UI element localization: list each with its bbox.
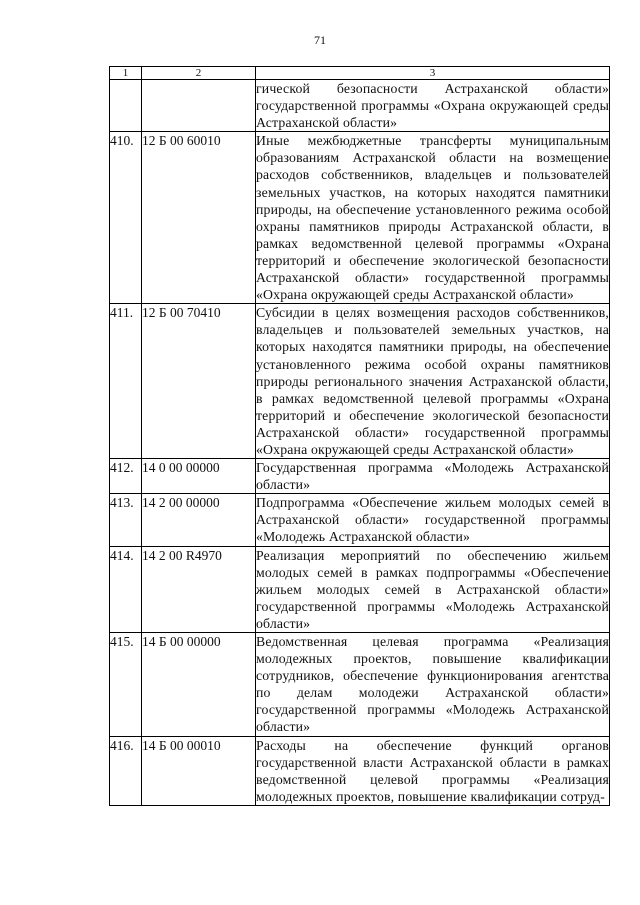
row-code: 14 0 00 00000	[142, 459, 256, 494]
page-number: 71	[314, 33, 326, 47]
row-description: Субсидии в целях возмещения расходов собственников, владельцев и пользователей земельных участков, на которых находятся памятники природы, на обеспечение установленного режима особой охраны памятников природы регионального значения Астраханской области, в рамках ведомственной целевой программы «Охрана территорий и обеспечение экологической безопасности Астраханской области» государственной программы «Охрана окружающей среды Астраханской области»	[256, 305, 609, 457]
column-header-description: 3	[256, 67, 610, 80]
table-row	[110, 633, 610, 737]
column-header-number: 1	[110, 67, 142, 80]
row-code: 12 Б 00 70410	[142, 304, 256, 459]
column-header-code: 2	[142, 67, 256, 80]
row-description: Реализация мероприятий по обеспечению жильем молодых семей в рамках подпрограммы «Обеспечение жильем молодых семей в Астраханской области» государственной программы «Молодежь Астраханской области»	[256, 547, 609, 631]
row-code: 14 Б 00 00000	[142, 633, 256, 737]
table-row	[110, 736, 610, 805]
row-number: 416.	[110, 736, 142, 805]
row-code	[142, 80, 256, 132]
row-description: Расходы на обеспечение функций органов государственной власти Астраханской области в рамках ведомственной целевой программы «Реализация молодежных проектов, повышение квалификации сотруд-	[256, 737, 609, 804]
row-description: Государственная программа «Молодежь Астраханской области»	[256, 460, 609, 493]
row-number: 412.	[110, 459, 142, 494]
table-row	[110, 304, 610, 459]
row-number: 415.	[110, 633, 142, 737]
row-description: Иные межбюджетные трансферты муниципальным образованиям Астраханской области на возмещение расходов собственников, владельцев и пользователей земельных участков, на которых находятся памятники природы, на обеспечение установленного режима особой охраны памятников природы Астраханской области, в рамках ведомственной целевой программы «Охрана территорий и обеспечение экологической безопасности Астраханской области» государственной программы «Охрана окружающей среды Астраханской области»	[256, 133, 609, 303]
row-description: гической безопасности Астраханской области» государственной программы «Охрана окружающей среды Астраханской области»	[256, 81, 609, 131]
row-description: Ведомственная целевая программа «Реализация молодежных проектов, повышение квалификации сотрудников, обеспечение функционирования агентства по делам молодежи Астраханской области» государственной программы «Молодежь Астраханской области»	[256, 634, 609, 735]
row-code: 14 2 00 00000	[142, 494, 256, 546]
table-row	[110, 459, 610, 494]
row-code: 14 2 00 R4970	[142, 546, 256, 632]
row-code: 12 Б 00 60010	[142, 132, 256, 304]
table-row	[110, 546, 610, 632]
row-number	[110, 80, 142, 132]
table-row	[110, 132, 610, 304]
table-row	[110, 494, 610, 546]
table-row	[110, 80, 610, 132]
row-number: 411.	[110, 304, 142, 459]
row-number: 410.	[110, 132, 142, 304]
row-code: 14 Б 00 00010	[142, 736, 256, 805]
row-number: 414.	[110, 546, 142, 632]
table-header-row	[110, 67, 610, 80]
row-number: 413.	[110, 494, 142, 546]
row-description: Подпрограмма «Обеспечение жильем молодых семей в Астраханской области» государственной программы «Молодежь Астраханской области»	[256, 495, 609, 545]
budget-classification-table	[109, 66, 610, 806]
